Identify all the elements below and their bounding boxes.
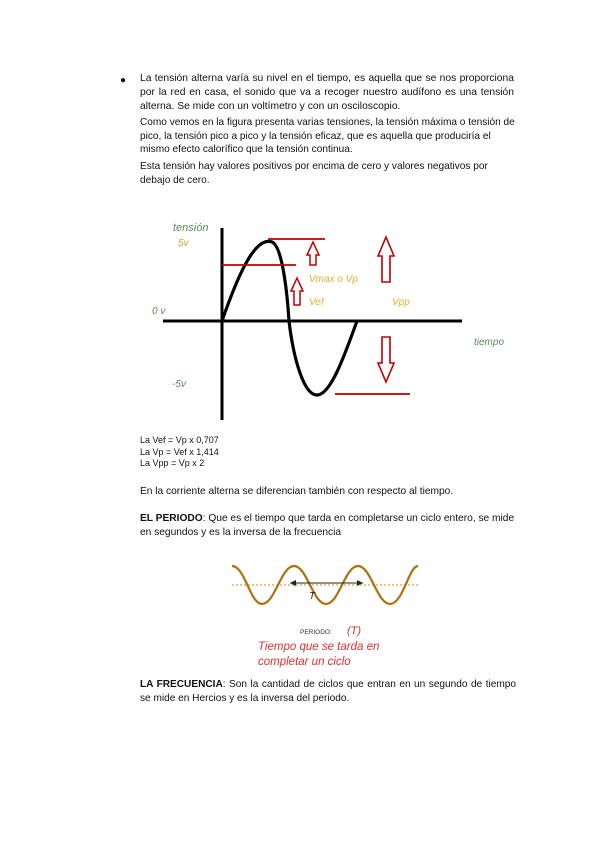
frecuencia-text: : Son la cantidad de ciclos que entran en un segundo de tiempo se mide en Hercios y es la inversa del periodo. <box>140 679 516 705</box>
frecuencia-title: LA FRECUENCIA <box>140 679 223 690</box>
label-T: T <box>309 591 316 602</box>
vef-arrow <box>291 278 303 305</box>
paragraph-frecuencia <box>140 678 516 707</box>
label-tiempo-tarda: Tiempo que se tarda en <box>258 641 380 653</box>
intro-paragraph-1: La tensión alterna varía su nivel en el tiempo, es aquella que se nos proporciona por la red en casa, el sonido que va a recoger nuestro audífono es una tensión alterna. Se mide con un voltímetro y con un osciloscopio. <box>140 73 514 112</box>
formula-vpp: La Vpp = Vp x 2 <box>140 458 205 468</box>
label-5v: 5v <box>178 238 189 249</box>
formula-vp: La Vp = Vef x 1,414 <box>140 446 219 457</box>
paragraph-periodo <box>140 512 516 541</box>
label-0v: 0 v <box>152 306 166 317</box>
label-vmax: Vmax o Vp <box>309 274 358 285</box>
vpp-up-arrow <box>378 237 394 282</box>
label-neg5v: -5v <box>172 379 186 390</box>
label-vpp: Vpp <box>392 297 410 308</box>
label-completar-ciclo: completar un ciclo <box>258 656 351 668</box>
periodo-title: EL PERIODO <box>140 513 203 524</box>
formulas <box>140 435 219 470</box>
bullet: ● <box>120 75 127 86</box>
intro-paragraph-2: Como vemos en la figura presenta varias tensiones, la tensión máxima o tensión de pico, la tensión pico a pico y la tensión eficaz, que es aquella que produciría el mismo efecto calorífico que la tensión continua. <box>140 117 515 156</box>
label-periodo-T: (T) <box>347 625 362 637</box>
label-tiempo: tiempo <box>474 337 505 348</box>
vpp-down-arrow <box>378 337 394 382</box>
vmax-arrow <box>307 242 319 265</box>
formula-vef: La Vef = Vp x 0,707 <box>140 435 219 445</box>
label-vef: Vef <box>309 297 324 308</box>
paragraph-tiempo: En la corriente alterna se diferencian también con respecto al tiempo. <box>140 486 454 497</box>
label-periodo: PERIODO: <box>300 629 332 636</box>
periodo-text: : Que es el tiempo que tarda en completarse un ciclo entero, se mide en segundos y es la inversa de la frecuencia <box>140 513 515 539</box>
intro-paragraph-3: Esta tensión hay valores positivos por encima de cero y valores negativos por debajo de cero. <box>140 161 488 186</box>
label-tension: tensión <box>173 222 209 234</box>
